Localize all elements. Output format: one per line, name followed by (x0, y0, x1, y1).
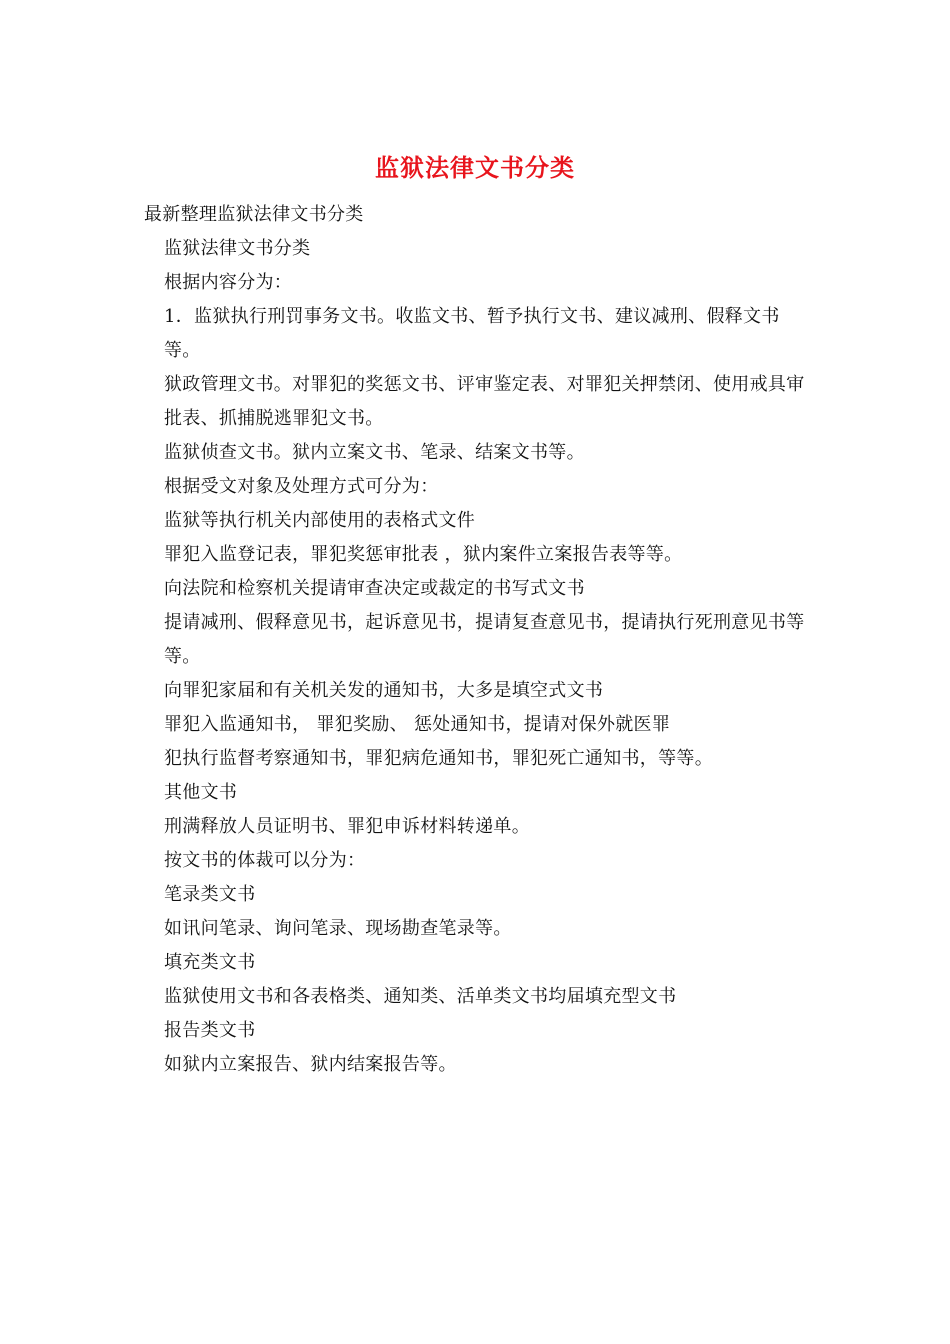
paragraph: 罪犯入监登记表，罪犯奖惩审批表 ，狱内案件立案报告表等等。 (164, 544, 683, 565)
paragraph: 根据内容分为： (164, 272, 293, 293)
paragraph: 监狱等执行机关内部使用的表格式文件 (164, 510, 476, 531)
paragraph: 其他文书 (164, 782, 238, 803)
paragraph: 犯执行监督考察通知书，罪犯病危通知书，罪犯死亡通知书，等等。 (164, 748, 713, 769)
paragraph: 向法院和检察机关提请审查决定或裁定的书写式文书 (164, 578, 585, 599)
paragraph: 按文书的体裁可以分为： (164, 850, 366, 871)
paragraph: 刑满释放人员证明书、罪犯申诉材料转递单。 (164, 816, 530, 837)
document-body (144, 198, 810, 1082)
paragraph: 提请减刑、假释意见书，起诉意见书，提请复查意见书，提请执行死刑意见书等 等。 (164, 612, 805, 667)
document-title: 监狱法律文书分类 (375, 153, 575, 182)
paragraph: 填充类文书 (164, 952, 256, 973)
paragraph: 罪犯入监通知书， 罪犯奖励、 惩处通知书，提请对保外就医罪 (164, 714, 671, 735)
paragraph: 笔录类文书 (164, 884, 256, 905)
paragraph: 向罪犯家届和有关机关发的通知书，大多是填空式文书 (164, 680, 604, 701)
paragraph: 监狱使用文书和各表格类、通知类、活单类文书均届填充型文书 (164, 986, 677, 1007)
paragraph: 如讯问笔录、询问笔录、现场勘查笔录等。 (164, 918, 512, 939)
paragraph: 1．监狱执行刑罚事务文书。收监文书、暂予执行文书、建议减刑、假释文书等。 (164, 306, 780, 361)
paragraph: 最新整理监狱法律文书分类 (144, 204, 364, 225)
paragraph: 根据受文对象及处理方式可分为： (164, 476, 439, 497)
paragraph: 狱政管理文书。对罪犯的奖惩文书、评审鉴定表、对罪犯关押禁闭、使用戒具审批表、抓捕脱逃罪犯文书。 (164, 374, 805, 429)
paragraph: 监狱法律文书分类 (164, 238, 311, 259)
paragraph: 如狱内立案报告、狱内结案报告等。 (164, 1054, 457, 1075)
paragraph: 监狱侦查文书。狱内立案文书、笔录、结案文书等。 (164, 442, 585, 463)
paragraph: 报告类文书 (164, 1020, 256, 1041)
